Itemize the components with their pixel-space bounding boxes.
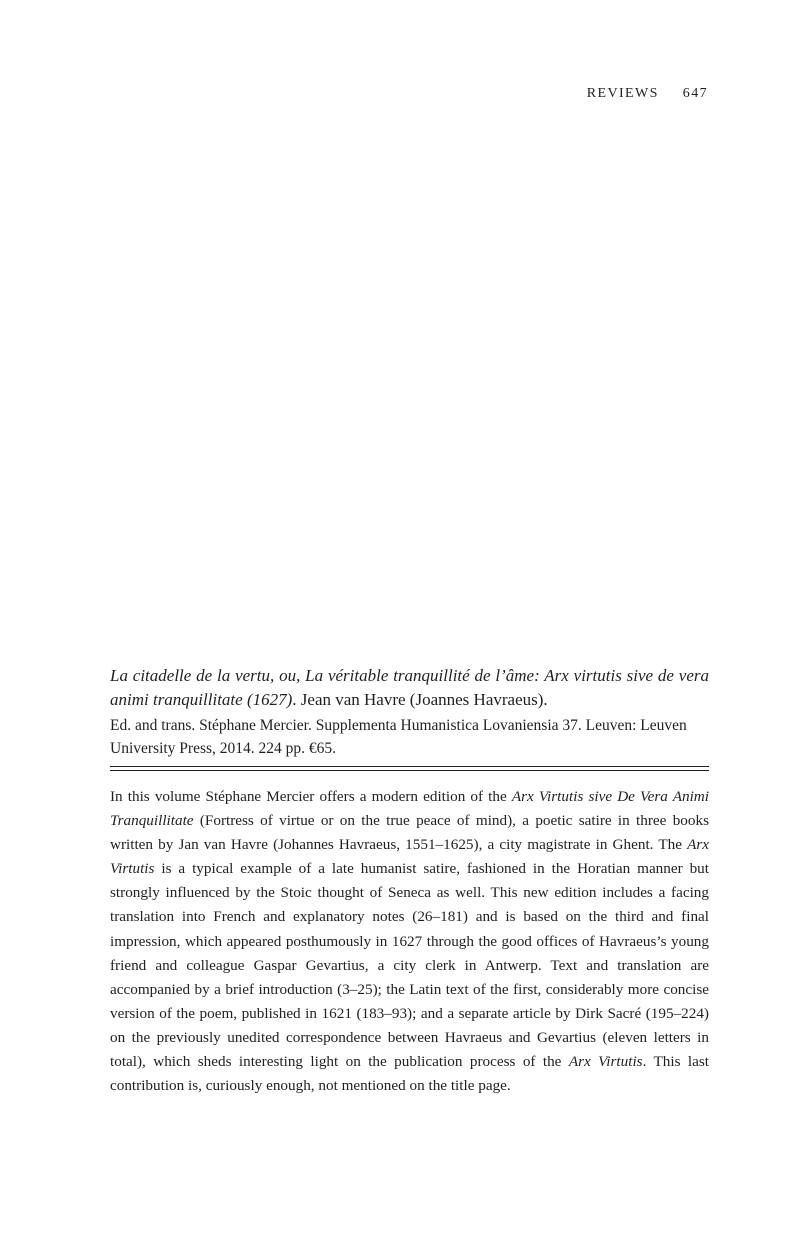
book-citation <box>110 664 709 760</box>
review-text-4: . This last contribution is, curiously enough, not mentioned on the title page. <box>110 1053 709 1095</box>
review-italic-1: Arx Virtutis sive De Vera Animi Tranquillitate <box>110 788 709 830</box>
rule-line-top <box>110 766 709 767</box>
citation-title-line <box>110 664 709 712</box>
review-italic-2: Arx Virtutis <box>110 836 709 878</box>
review-paragraph <box>110 785 709 1098</box>
page-number: 647 <box>682 86 708 101</box>
book-title-period: . <box>292 690 297 709</box>
book-author: Jean van Havre (Joannes Havraeus). <box>300 690 548 709</box>
double-rule-divider <box>110 766 709 771</box>
review-italic-3: Arx Virtutis <box>568 1053 643 1071</box>
rule-line-bottom <box>110 770 709 771</box>
review-text-2: (Fortress of virtue or on the true peace of mind), a poetic satire in three books written by Jan van Havre (Johannes Havraeus, 1551–1625), a city magistrate in Ghent. The <box>110 812 709 854</box>
review-text-3: is a typical example of a late humanist satire, fashioned in the Horatian manner but strongly influenced by the Stoic thought of Seneca as well. This new edition includes a facing translation into French and explanatory notes (26–181) and is based on the third and final impression, which appeared posthumously in 1627 through the good offices of Havraeus’s young friend and colleague Gaspar Gevartius, a city clerk in Antwerp. Text and translation are accompanied by a brief introduction (3–25); the Latin text of the first, considerably more concise version of the poem, published in 1621 (183–93); and a separate article by Dirk Sacré (195–224) on the previously unedited correspondence between Havraeus and Gevartius (eleven letters in total), which sheds interesting light on the publication process of the <box>110 860 709 1071</box>
running-head-section: REVIEWS <box>586 86 659 101</box>
book-title: La citadelle de la vertu, ou, La véritable tranquillité de l’âme: Arx virtutis sive de vera animi tranquillitate (1627) <box>110 666 709 709</box>
publication-details: Ed. and trans. Stéphane Mercier. Supplementa Humanistica Lovaniensia 37. Leuven: Leuven University Press, 2014. 224 pp. €65. <box>110 717 687 757</box>
review-text-1: In this volume Stéphane Mercier offers a modern edition of the <box>110 788 512 805</box>
running-head <box>587 86 708 102</box>
